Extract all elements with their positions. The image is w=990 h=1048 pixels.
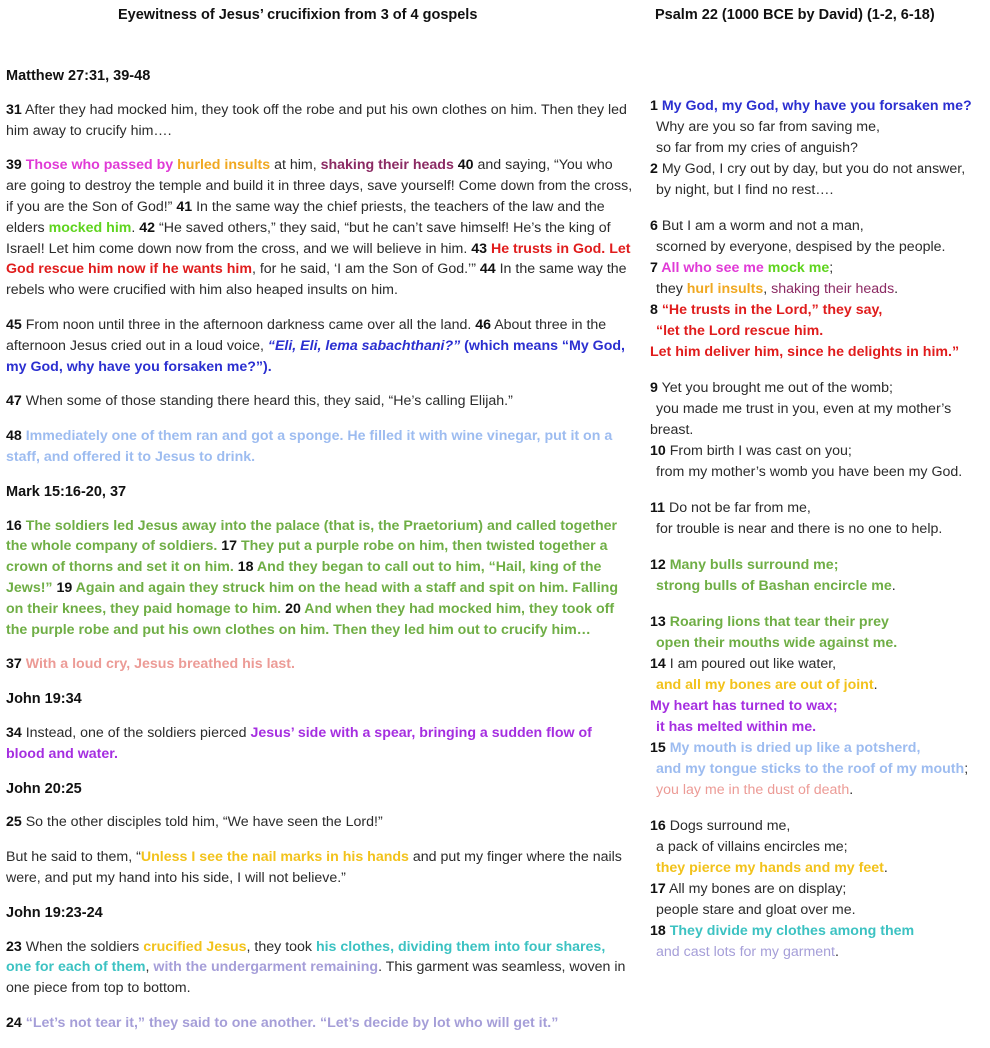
- highlighted-text: and cast lots for my garment: [656, 944, 835, 960]
- psalm-line: [650, 921, 988, 942]
- verse-text: In the same way the rebels who were crucified with him also heaped insults on him.: [6, 261, 627, 299]
- verse-text: But I am a worm and not a man,: [657, 218, 864, 234]
- gospel-section: [6, 903, 634, 1034]
- psalm-stanza: [650, 216, 988, 363]
- highlighted-text: Let him deliver him, since he delights in him.”: [650, 344, 960, 360]
- verse-number: 18: [650, 923, 666, 939]
- verse-paragraph: [6, 847, 634, 889]
- psalm-line: [650, 180, 988, 201]
- psalm-line: [650, 879, 988, 900]
- verse-number: 9: [650, 380, 658, 396]
- verse-text: a pack of villains encircles me;: [656, 839, 848, 855]
- verse-number: 46: [475, 316, 492, 333]
- verse-text: people stare and gloat over me.: [656, 902, 856, 918]
- verse-paragraph: [6, 1013, 634, 1034]
- verse-number: 39: [6, 157, 26, 174]
- verse-text: “He saved others,” they said, “but he can’t save himself! He’s the king of Israel! Let him come down now from the cross, and we will believe in him.: [6, 219, 611, 257]
- psalm-line: [650, 321, 988, 342]
- verse-text: All my bones are on display;: [665, 881, 847, 897]
- verse-number: 40: [453, 157, 474, 174]
- psalm-line: [650, 420, 988, 441]
- verse-text: .: [873, 677, 878, 693]
- verse-text: When the soldiers: [21, 938, 144, 955]
- highlighted-text: “Let’s not tear it,” they said to one another. “Let’s decide by lot who will get it.”: [21, 1014, 559, 1031]
- verse-text: .: [849, 782, 854, 798]
- psalm-line: [650, 717, 988, 738]
- verse-paragraph: [6, 100, 634, 142]
- psalm-line: [650, 576, 988, 597]
- psalm-stanza: [650, 555, 988, 597]
- psalm-line: [650, 237, 988, 258]
- verse-text: Instead, one of the soldiers pierced: [21, 724, 251, 741]
- verse-text: In the same way the chief priests, the teachers of the law and the elders: [6, 198, 605, 236]
- psalm-line: [650, 675, 988, 696]
- psalm-line: [650, 759, 988, 780]
- verse-text: , they took: [246, 938, 316, 955]
- gospel-accounts-column: [6, 66, 634, 1048]
- verse-text: Yet you brought me out of the womb;: [657, 380, 893, 396]
- psalm-line: [650, 216, 988, 237]
- highlighted-text: you lay me in the dust of death: [656, 782, 850, 798]
- highlighted-text: and all my bones are out of joint: [656, 677, 874, 693]
- verse-number: 16: [6, 517, 22, 534]
- verse-text: From noon until three in the afternoon darkness came over all the land.: [21, 316, 476, 333]
- verse-number: 14: [650, 656, 666, 672]
- gospel-section: [6, 66, 634, 468]
- gospel-section: [6, 482, 634, 675]
- psalm-line: [650, 96, 988, 117]
- right-column-title: Psalm 22 (1000 BCE by David) (1-2, 6-18): [655, 7, 935, 23]
- highlighted-text: hurled insults: [177, 157, 271, 174]
- psalm-line: [650, 900, 988, 921]
- highlighted-text: Many bulls surround me;: [665, 557, 839, 573]
- highlighted-text: Immediately one of them ran and got a sponge. He filled it with wine vinegar, put it on a staff, and offered it to Jesus to drink.: [6, 428, 613, 465]
- verse-number: 17: [650, 881, 666, 897]
- verse-number: 37: [6, 656, 22, 673]
- verse-text: ;: [964, 761, 969, 777]
- verse-number: 15: [650, 740, 666, 756]
- psalm-line: [650, 117, 988, 138]
- verse-text: .: [883, 860, 888, 876]
- highlighted-text: They put a purple robe on him, then twisted together a crown of thorns and set it on him.: [6, 538, 608, 576]
- verse-number: 13: [650, 614, 666, 630]
- verse-text: About three in the afternoon Jesus cried out in a loud voice,: [6, 316, 607, 354]
- verse-text: for trouble is near and there is no one to help.: [656, 521, 943, 537]
- highlighted-text: they pierce my hands and my feet: [656, 860, 884, 876]
- highlighted-text: Those who passed by: [25, 157, 178, 174]
- verse-text: ,: [763, 281, 772, 297]
- passage-reference: John 20:25: [6, 780, 82, 797]
- psalm-line: [650, 555, 988, 576]
- verse-paragraph: [6, 654, 634, 675]
- verse-text: , for he said, ‘I am the Son of God.’”: [251, 261, 480, 278]
- verse-text: Do not be far from me,: [665, 500, 811, 516]
- verse-paragraph: [6, 315, 634, 377]
- psalm-line: [650, 837, 988, 858]
- verse-number: 10: [650, 443, 666, 459]
- passage-reference: Mark 15:16-20, 37: [6, 483, 127, 500]
- psalm-line: [650, 612, 988, 633]
- highlighted-text: strong bulls of Bashan encircle me: [656, 578, 892, 594]
- highlighted-text: hurl insults: [686, 281, 764, 297]
- verse-paragraph: [6, 426, 634, 468]
- verse-number: 1: [650, 98, 658, 114]
- verse-text: breast.: [650, 422, 694, 438]
- verse-text: ;: [829, 260, 834, 276]
- verse-number: 2: [650, 161, 658, 177]
- left-column-title: Eyewitness of Jesus’ crucifixion from 3 of 4 gospels: [118, 7, 478, 23]
- psalm-line: [650, 342, 988, 363]
- highlighted-text: (which means “My God, my God, why have you forsaken me?”).: [6, 337, 625, 375]
- verse-text: My God, I cry out by day, but you do not answer,: [657, 161, 966, 177]
- verse-text: .: [891, 578, 896, 594]
- highlighted-text: it has melted within me.: [656, 719, 817, 735]
- highlighted-text: My mouth is dried up like a potsherd,: [665, 740, 921, 756]
- highlighted-text: My God, my God, why have you forsaken me?: [657, 98, 972, 114]
- verse-number: 48: [6, 428, 22, 445]
- verse-number: 41: [176, 198, 193, 215]
- verse-number: 42: [139, 219, 156, 236]
- verse-number: 43: [471, 240, 488, 257]
- psalm-line: [650, 300, 988, 321]
- highlighted-text: And when they had mocked him, they took off the purple robe and put his own clothes on him. Then they led him out to crucify him…: [6, 600, 615, 638]
- verse-paragraph: [6, 937, 634, 999]
- verse-number: 45: [6, 316, 22, 333]
- highlighted-text: Again and again they struck him on the head with a staff and spit on him. Falling on their knees, they paid homage to him.: [6, 579, 618, 617]
- highlighted-text: crucified Jesus: [143, 938, 247, 955]
- psalm-line: [650, 441, 988, 462]
- psalm-line: [650, 816, 988, 837]
- highlighted-text: and my tongue sticks to the roof of my mouth: [656, 761, 965, 777]
- highlighted-text: shaking their heads: [320, 157, 454, 174]
- verse-number: 31: [6, 101, 22, 118]
- psalm-line: [650, 138, 988, 159]
- psalm-line: [650, 258, 988, 279]
- highlighted-text: “He trusts in the Lord,” they say,: [657, 302, 883, 318]
- verse-number: 12: [650, 557, 666, 573]
- verse-number: 23: [6, 938, 22, 955]
- psalm-line: [650, 279, 988, 300]
- verse-number: 47: [6, 393, 22, 410]
- psalm-line: [650, 633, 988, 654]
- verse-number: 17: [221, 538, 237, 555]
- verse-text: by night, but I find no rest….: [656, 182, 834, 198]
- highlighted-text: Unless I see the nail marks in his hands: [140, 849, 409, 866]
- verse-number: 11: [650, 500, 665, 516]
- verse-number: 18: [237, 559, 254, 576]
- verse-text: at him,: [270, 157, 321, 174]
- psalm-line: [650, 858, 988, 879]
- verse-text: Why are you so far from saving me,: [656, 119, 880, 135]
- verse-text: and put my finger where the nails were, and put my hand into his side, I will not believe.”: [6, 849, 622, 886]
- highlighted-text: Jesus’ side with a spear, bringing a sudden flow of blood and water.: [6, 724, 592, 762]
- highlighted-text: mocked him: [48, 219, 132, 236]
- verse-text: they: [656, 281, 687, 297]
- verse-number: 24: [6, 1014, 22, 1031]
- verse-paragraph: [6, 155, 634, 301]
- verse-text: When some of those standing there heard this, they said, “He’s calling Elijah.”: [21, 393, 513, 410]
- highlighted-text: He trusts in God. Let God rescue him now if he wants him: [6, 240, 631, 278]
- verse-text: But he said to them, “: [6, 849, 141, 866]
- highlighted-text: Roaring lions that tear their prey: [665, 614, 889, 630]
- verse-paragraph: [6, 812, 634, 833]
- gospel-section: [6, 689, 634, 764]
- highlighted-text: open their mouths wide against me.: [656, 635, 898, 651]
- psalm-line: [650, 498, 988, 519]
- psalm-stanza: [650, 96, 988, 201]
- highlighted-text: mock me: [767, 260, 830, 276]
- psalm-line: [650, 399, 988, 420]
- psalm-line: [650, 738, 988, 759]
- psalm-line: [650, 159, 988, 180]
- verse-number: 34: [6, 724, 22, 741]
- verse-text: you made me trust in you, even at my mother’s: [656, 401, 952, 417]
- psalm-line: [650, 780, 988, 801]
- psalm-stanza: [650, 378, 988, 483]
- psalm-line: [650, 462, 988, 483]
- verse-text: from my mother’s womb you have been my God.: [656, 464, 963, 480]
- verse-text: so far from my cries of anguish?: [656, 140, 858, 156]
- verse-text: So the other disciples told him, “We have seen the Lord!”: [21, 814, 383, 831]
- psalm-line: [650, 378, 988, 399]
- passage-reference: Matthew 27:31, 39-48: [6, 68, 151, 84]
- verse-number: 7: [650, 260, 658, 276]
- verse-number: 8: [650, 302, 658, 318]
- verse-paragraph: [6, 516, 634, 641]
- psalm-stanza: [650, 498, 988, 540]
- psalm-line: [650, 654, 988, 675]
- verse-number: 44: [479, 261, 496, 278]
- verse-number: 16: [650, 818, 666, 834]
- highlighted-text: My heart has turned to wax;: [650, 698, 838, 714]
- verse-text: .: [835, 944, 839, 960]
- verse-text: . This garment was seamless, woven in one piece from top to bottom.: [6, 959, 626, 997]
- verse-number: 6: [650, 218, 658, 234]
- highlighted-text: All who see me: [657, 260, 768, 276]
- highlighted-text: With a loud cry, Jesus breathed his last.: [21, 656, 295, 673]
- verse-text: From birth I was cast on you;: [665, 443, 852, 459]
- highlighted-text: with the undergarment remaining: [153, 959, 379, 976]
- psalm-line: [650, 696, 988, 717]
- highlighted-text: “let the Lord rescue him.: [656, 323, 824, 339]
- passage-reference: John 19:23-24: [6, 904, 103, 921]
- highlighted-text: They divide my clothes among them: [665, 923, 915, 939]
- verse-text: I am poured out like water,: [665, 656, 837, 672]
- psalm-stanza: [650, 612, 988, 801]
- verse-number: 25: [6, 814, 22, 831]
- verse-text: Dogs surround me,: [665, 818, 791, 834]
- highlighted-text: And they began to call out to him, “Hail, king of the Jews!”: [6, 559, 602, 596]
- highlighted-text: shaking their heads: [771, 281, 895, 297]
- verse-text: .: [894, 281, 899, 297]
- gospel-section: [6, 779, 634, 889]
- verse-text: ,: [145, 959, 154, 976]
- verse-paragraph: [6, 723, 634, 765]
- psalm-line: [650, 519, 988, 540]
- psalm-stanza: [650, 816, 988, 963]
- verse-number: 19: [56, 579, 73, 596]
- verse-paragraph: [6, 391, 634, 412]
- verse-text: scorned by everyone, despised by the people.: [656, 239, 946, 255]
- verse-number: 20: [285, 600, 301, 617]
- psalm-22-column: [650, 96, 988, 978]
- highlighted-text: his clothes, dividing them into four shares, one for each of them: [6, 938, 606, 976]
- verse-text: and saying, “You who are going to destroy the temple and build it in three days, save yourself! Come down from the cross, if you are the Son of God!”: [6, 157, 633, 215]
- verse-text: .: [131, 219, 140, 236]
- highlighted-text: “Eli, Eli, lema sabachthani?”: [267, 337, 461, 354]
- psalm-line: [650, 942, 988, 963]
- verse-text: After they had mocked him, they took off the robe and put his own clothes on him. Then they led him away to crucify him….: [6, 101, 627, 139]
- highlighted-text: The soldiers led Jesus away into the palace (that is, the Praetorium) and called together the whole company of soldiers.: [6, 517, 618, 555]
- passage-reference: John 19:34: [6, 691, 82, 708]
